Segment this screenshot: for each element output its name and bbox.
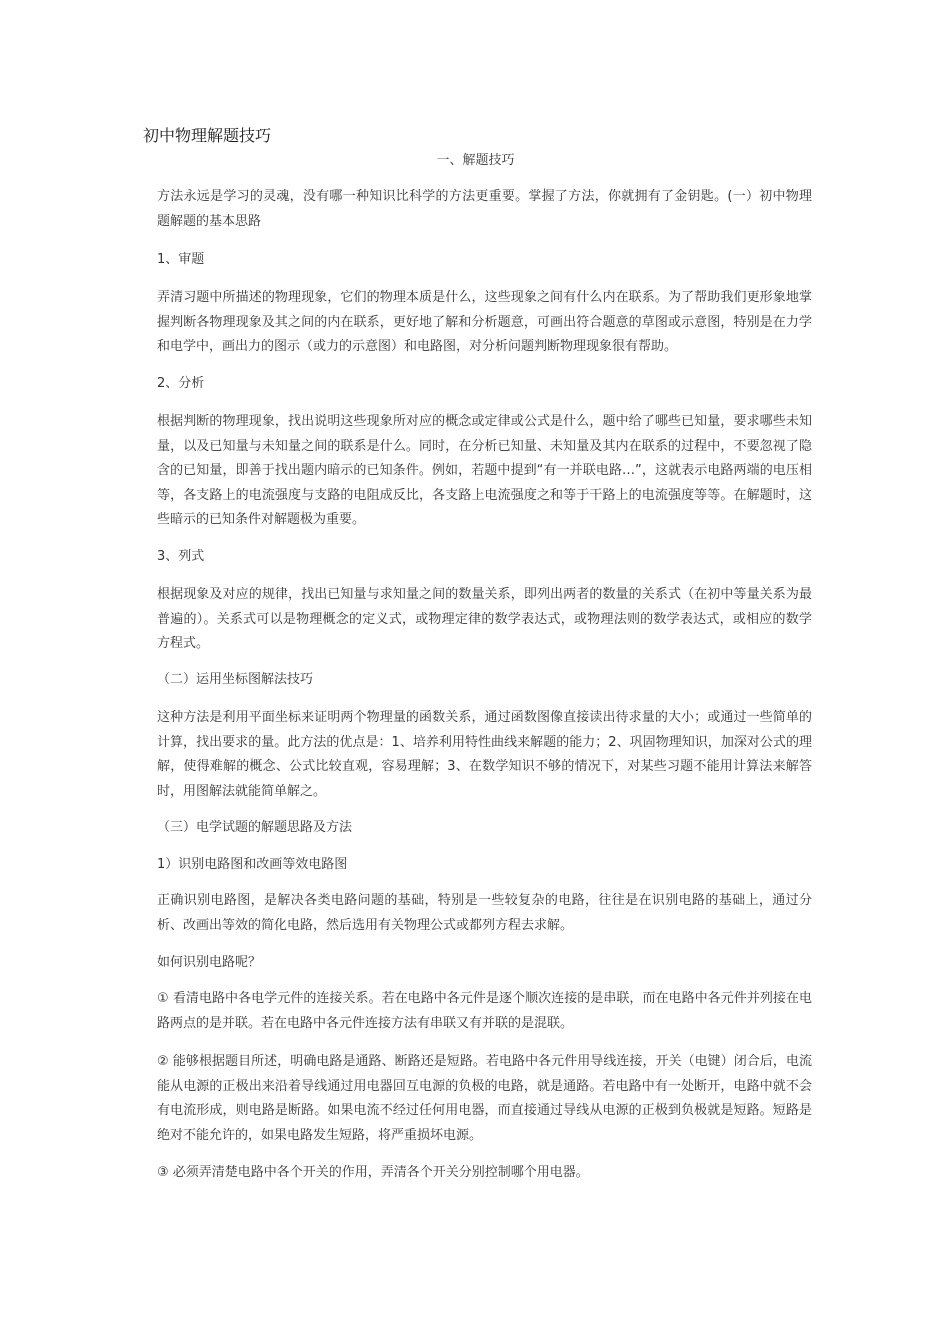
heading-shenti: 1、审题: [157, 252, 205, 267]
heading-lieshi: 3、列式: [157, 549, 205, 564]
list-item-2: ② 能够根据题目所述，明确电路是通路、断路还是短路。若电路中各元件用导线连接，开关（电键）闭合后，电流能从电源的正极出来沿着导线通过用电器回互电源的负极的电路，就是通路。若电路中有一处断开，电路中就不会有电流形成，则电路是断路。如果电流不经过任何用电器，而直接通过导线从电源的正极到负极就是短路。短路是绝对不能允许的，如果电路发生短路，将严重损坏电源。: [157, 1054, 812, 1143]
paragraph-shenti: 弄清习题中所描述的物理现象，它们的物理本质是什么，这些现象之间有什么内在联系。为了帮助我们更形象地掌握判断各物理现象及其之间的内在联系，更好地了解和分析题意，可画出符合题意的草图或示意图，特别是在力学和电学中，画出力的图示（或力的示意图）和电路图，对分析问题判断物理现象很有帮助。: [157, 290, 812, 355]
heading-ruhe: 如何识别电路呢？: [157, 955, 262, 970]
heading-fenxi: 2、分析: [157, 376, 205, 391]
paragraph-fenxi: 根据判断的物理现象，找出说明这些现象所对应的概念或定律或公式是什么，题中给了哪些已知量，要求哪些未知量，以及已知量与未知量之间的联系是什么。同时，在分析已知量、未知量及其内在联系的过程中，不要忽视了隐含的已知量，即善于找出题内暗示的已知条件。例如，若题中提到“有一并联电路…”，这就表示电路两端的电压相等，各支路上的电流强度与支路的电阻成反比，各支路上电流强度之和等于干路上的电流强度等等。在解题时，这些暗示的已知条件对解题极为重要。: [157, 414, 812, 528]
paragraph-shibie: 正确识别电路图，是解决各类电路问题的基础，特别是一些较复杂的电路，往往是在识别电路的基础上，通过分析、改画出等效的简化电路，然后选用有关物理公式或都列方程去求解。: [157, 893, 812, 933]
list-item-1: ① 看清电路中各电学元件的连接关系。若在电路中各元件是逐个顺次连接的是串联，而在电路中各元件并列接在电路两点的是并联。若在电路中各元件连接方法有串联又有并联的是混联。: [157, 991, 812, 1031]
paragraph-zuobiao: 这种方法是利用平面坐标来证明两个物理量的函数关系，通过函数图像直接读出待求量的大小；或通过一些简单的计算，找出要求的量。此方法的优点是：1、培养利用特性曲线来解题的能力；2、巩固物理知识，加深对公式的理解，使得难解的概念、公式比较直观，容易理解；3、在数学知识不够的情况下，对某些习题不能用计算法来解答时，用图解法就能简单解之。: [157, 710, 812, 799]
intro-paragraph: 方法永远是学习的灵魂，没有哪一种知识比科学的方法更重要。掌握了方法，你就拥有了金钥匙。(一）初中物理题解题的基本思路: [157, 189, 812, 229]
heading-dianxue: （三）电学试题的解题思路及方法: [157, 820, 353, 835]
paragraph-lieshi: 根据现象及对应的规律，找出已知量与求知量之间的数量关系，即列出两者的数量的关系式（在初中等量关系为最普遍的）。关系式可以是物理概念的定义式，或物理定律的数学表达式，或物理法则的数学表达式，或相应的数学方程式。: [157, 587, 812, 652]
heading-zuobiao: （二）运用坐标图解法技巧: [157, 672, 314, 687]
section-title: 一、解题技巧: [436, 153, 515, 168]
heading-shibie: 1）识别电路图和改画等效电路图: [157, 857, 348, 872]
list-item-3: ③ 必须弄清楚电路中各个开关的作用，弄清各个开关分别控制哪个用电器。: [157, 1165, 589, 1180]
document-title: 初中物理解题技巧: [143, 126, 272, 145]
